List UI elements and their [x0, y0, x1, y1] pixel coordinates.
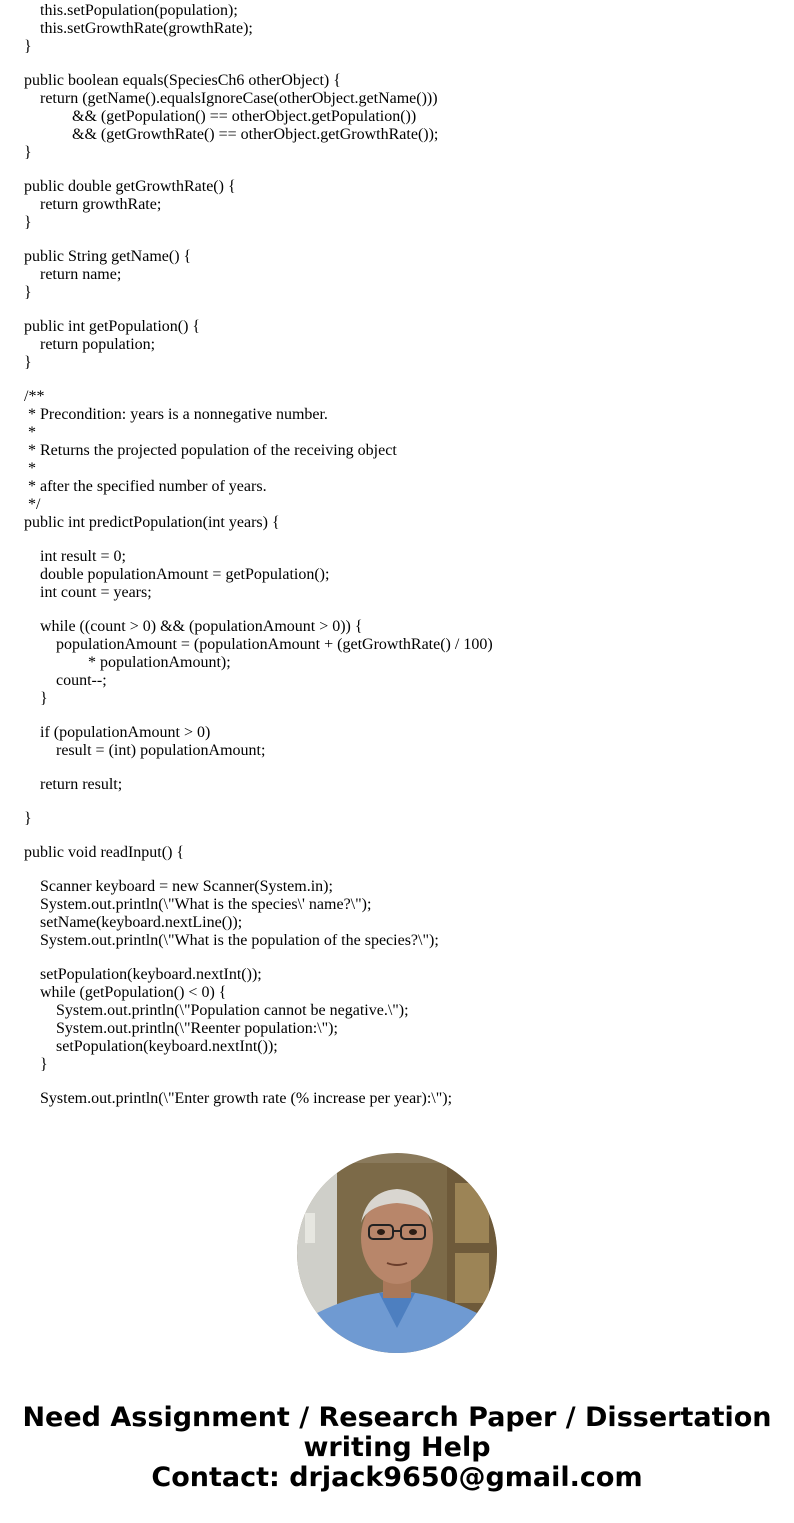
code-line: } — [24, 354, 32, 371]
code-line: setPopulation(keyboard.nextInt()); — [24, 1038, 278, 1055]
code-line: } — [24, 690, 48, 707]
code-line: && (getGrowthRate() == otherObject.getGrowthRate()); — [24, 126, 439, 143]
code-line: /** — [24, 388, 45, 405]
code-line: return population; — [24, 336, 156, 353]
code-line: * Returns the projected population of the receiving object — [24, 442, 397, 459]
code-line: public double getGrowthRate() { — [24, 178, 236, 195]
code-line: } — [24, 214, 32, 231]
code-line: * — [24, 460, 36, 477]
code-line: double populationAmount = getPopulation(); — [24, 566, 330, 583]
banner-contact: Contact: drjack9650@gmail.com — [151, 1462, 643, 1493]
code-line: setName(keyboard.nextLine()); — [24, 914, 243, 931]
code-line: System.out.println(\"Reenter population:\"); — [24, 1020, 338, 1037]
code-line: return growthRate; — [24, 196, 162, 213]
code-line: System.out.println(\"What is the population of the species?\"); — [24, 932, 439, 949]
code-line: * Precondition: years is a nonnegative number. — [24, 406, 328, 423]
portrait-image — [297, 1153, 497, 1353]
code-line: * after the specified number of years. — [24, 478, 267, 495]
code-line: this.setGrowthRate(growthRate); — [24, 20, 253, 37]
code-line: while ((count > 0) && (populationAmount > 0)) { — [24, 618, 363, 635]
code-line: count--; — [24, 672, 107, 689]
code-line: int count = years; — [24, 584, 152, 601]
code-line: } — [24, 810, 32, 827]
code-line: && (getPopulation() == otherObject.getPopulation()) — [24, 108, 417, 125]
code-line: */ — [24, 496, 41, 513]
code-line: return name; — [24, 266, 122, 283]
code-line: populationAmount = (populationAmount + (getGrowthRate() / 100) — [24, 636, 493, 653]
code-line: public boolean equals(SpeciesCh6 otherObject) { — [24, 72, 341, 89]
code-line: return result; — [24, 776, 123, 793]
code-line: System.out.println(\"What is the species\' name?\"); — [24, 896, 372, 913]
code-line: System.out.println(\"Enter growth rate (% increase per year):\"); — [24, 1090, 453, 1107]
code-line: } — [24, 1056, 48, 1073]
code-line: } — [24, 284, 32, 301]
code-line: Scanner keyboard = new Scanner(System.in); — [24, 878, 333, 895]
code-line: int result = 0; — [24, 548, 126, 565]
assignment-help-banner — [0, 1403, 794, 1493]
code-line: } — [24, 38, 32, 55]
code-line: setPopulation(keyboard.nextInt()); — [24, 966, 262, 983]
code-line: } — [24, 144, 32, 161]
banner-line-1: Need Assignment / Research Paper / Dissertation — [22, 1402, 772, 1433]
code-line: if (populationAmount > 0) — [24, 724, 211, 741]
code-line: * populationAmount); — [24, 654, 231, 671]
code-line: public void readInput() { — [24, 844, 185, 861]
code-line: public int predictPopulation(int years) { — [24, 514, 280, 531]
code-line: while (getPopulation() < 0) { — [24, 984, 227, 1001]
code-line: * — [24, 424, 36, 441]
code-line: System.out.println(\"Population cannot be negative.\"); — [24, 1002, 409, 1019]
code-line: public int getPopulation() { — [24, 318, 201, 335]
code-line: this.setPopulation(population); — [24, 2, 238, 19]
code-line: public String getName() { — [24, 248, 192, 265]
banner-line-2: writing Help — [303, 1432, 491, 1463]
code-line: result = (int) populationAmount; — [24, 742, 266, 759]
code-line: return (getName().equalsIgnoreCase(otherObject.getName())) — [24, 90, 438, 107]
author-photo — [297, 1153, 497, 1353]
